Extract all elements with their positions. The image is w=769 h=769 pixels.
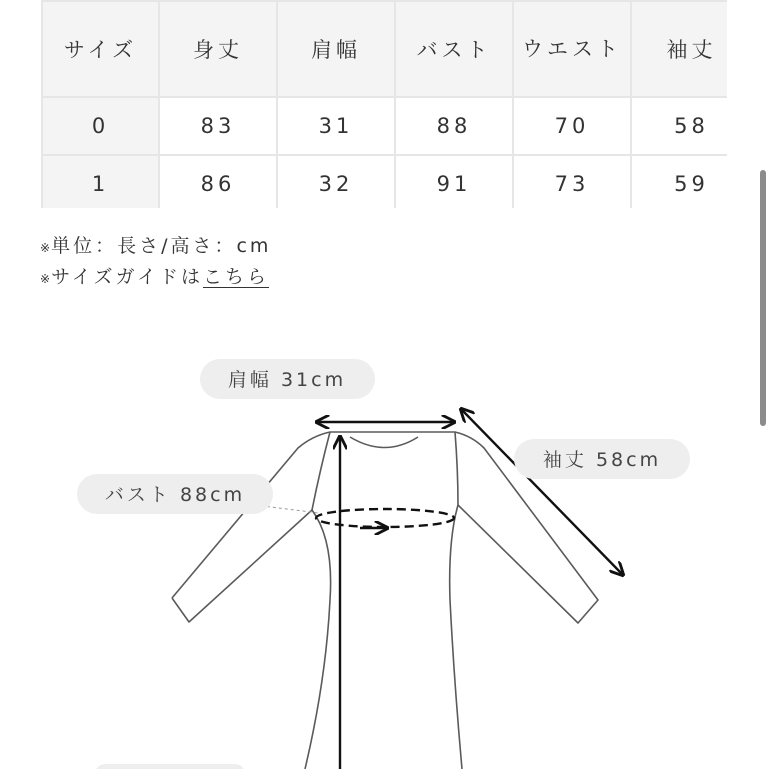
cell-bust: 91 (395, 155, 513, 208)
cell-waist: 73 (513, 155, 631, 208)
header-length: 身丈 (159, 1, 277, 97)
sleeve-arrow (462, 410, 622, 574)
cell-size: 0 (42, 97, 159, 155)
header-shoulder: 肩幅 (277, 1, 395, 97)
scrollbar-thumb[interactable] (760, 170, 766, 426)
bust-ellipse (316, 509, 454, 527)
bust-label-text: バスト 88cm (104, 484, 246, 506)
cell-length: 86 (159, 155, 277, 208)
shoulder-label-text: 肩幅 31cm (227, 369, 347, 391)
header-bust: バスト (395, 1, 513, 97)
shoulder-label (200, 359, 375, 399)
sleeve-label (514, 439, 690, 479)
cell-sleeve: 59 (631, 155, 727, 208)
header-waist: ウエスト (513, 1, 631, 97)
cell-waist: 70 (513, 97, 631, 155)
unit-text: 単位：長さ/高さ：cm (51, 235, 272, 257)
cell-shoulder: 31 (277, 97, 395, 155)
size-guide-link[interactable]: こちら (202, 266, 269, 288)
partial-label-pill (95, 764, 245, 769)
scrollbar[interactable] (759, 0, 767, 769)
note-mark: ※ (40, 241, 52, 255)
note-mark: ※ (40, 272, 52, 286)
cell-shoulder: 32 (277, 155, 395, 208)
header-size: サイズ (42, 1, 159, 97)
sleeve-label-text: 袖丈 58cm (542, 449, 662, 471)
bust-label (77, 474, 273, 514)
cell-size: 1 (42, 155, 159, 208)
header-sleeve: 袖丈 (631, 1, 727, 97)
cell-sleeve: 58 (631, 97, 727, 155)
cell-length: 83 (159, 97, 277, 155)
size-guide-text: サイズガイドは (51, 266, 203, 288)
cell-bust: 88 (395, 97, 513, 155)
